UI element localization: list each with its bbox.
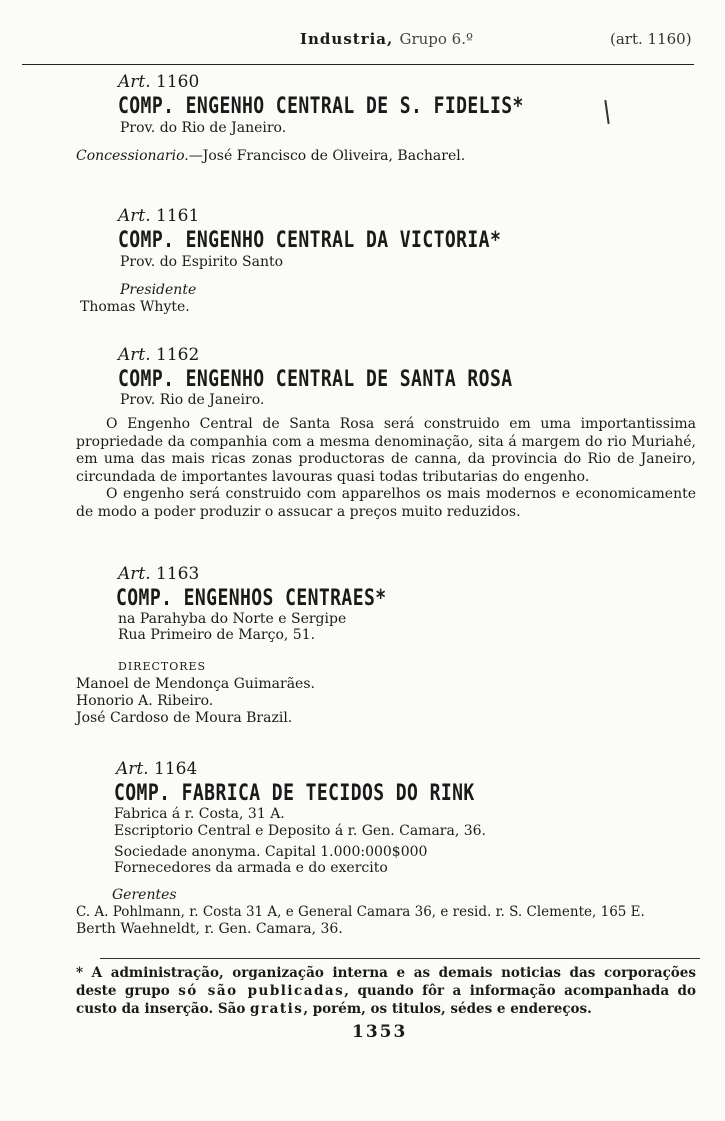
person: —José Francisco de Oliveira, Bacharel.: [188, 148, 466, 164]
entry-1164-line: Escriptorio Central e Deposito á r. Gen. Camara, 36.: [114, 823, 487, 839]
footnote-rule: [100, 958, 700, 959]
entry-1164-line: Fornecedores da armada e do exercito: [114, 860, 388, 876]
entry-1160-location: Prov. do Rio de Janeiro.: [120, 120, 287, 136]
entry-1160-title: COMP. ENGENHO CENTRAL DE S. FIDELIS*: [118, 94, 524, 119]
art-number: 1163: [156, 564, 200, 584]
entry-1162-title: COMP. ENGENHO CENTRAL DE SANTA ROSA: [118, 367, 513, 392]
entry-1163-title: COMP. ENGENHOS CENTRAES*: [116, 586, 387, 611]
running-head-ref: (art. 1160): [610, 30, 692, 48]
footnote-text: , porém, os titulos, sédes e endereços.: [303, 1001, 592, 1017]
art-number: 1160: [156, 72, 200, 92]
art-label: Art.: [118, 345, 151, 365]
paragraph: O engenho será construido com apparelhos os mais modernos e economicamente de modo a poder produzir o assucar a preços muito reduzidos.: [76, 486, 696, 520]
entry-1160-people: [76, 148, 465, 165]
running-head-title: Industria,: [300, 30, 394, 48]
entry-1163-person: Honorio A. Ribeiro.: [76, 693, 214, 709]
art-number: 1162: [156, 345, 200, 365]
entry-1164-art: [116, 759, 197, 779]
footnote-emphasis: só são publicadas: [178, 983, 345, 999]
entry-1162-description: [76, 416, 696, 521]
page-number: 1353: [352, 1022, 408, 1042]
header-rule: [22, 64, 694, 65]
footnote-text: , quando fôr a informação acompanhada do custo da inserção. São: [76, 983, 697, 1017]
art-label: Art.: [118, 72, 151, 92]
entry-1164-line: Fabrica á r. Costa, 31 A.: [114, 806, 285, 822]
entry-1164-person: Berth Waehneldt, r. Gen. Camara, 36.: [76, 921, 343, 937]
art-label: Art.: [118, 206, 151, 226]
entry-1163-role: DIRECTORES: [118, 660, 207, 673]
running-head-group: Grupo 6.º: [399, 30, 474, 48]
entry-1163-person: José Cardoso de Moura Brazil.: [76, 710, 293, 726]
entry-1162-location: Prov. Rio de Janeiro.: [120, 392, 265, 408]
entry-1162-art: [118, 345, 199, 365]
entry-1164-title: COMP. FABRICA DE TECIDOS DO RINK: [114, 781, 475, 806]
entry-1163-line: na Parahyba do Norte e Sergipe: [118, 611, 347, 627]
entry-1161-role: Presidente: [120, 282, 197, 298]
entry-1161-person: Thomas Whyte.: [80, 299, 190, 315]
art-label: Art.: [116, 759, 149, 779]
entry-1161-art: [118, 206, 199, 226]
margin-mark: [604, 100, 609, 124]
art-label: Art.: [118, 564, 151, 584]
entry-1164-role: Gerentes: [112, 887, 177, 903]
running-head: [300, 30, 473, 48]
entry-1163-address: Rua Primeiro de Março, 51.: [118, 627, 316, 643]
art-number: 1161: [156, 206, 200, 226]
footnote: [76, 964, 696, 1018]
entry-1161-location: Prov. do Espirito Santo: [120, 254, 284, 270]
role-label: Concessionario.: [76, 148, 189, 164]
art-number: 1164: [154, 759, 198, 779]
footnote-emphasis: gratis: [250, 1001, 304, 1017]
footnote-text: * A administração, organização interna e as demais noticias das corporações deste grupo: [76, 965, 696, 999]
entry-1161-title: COMP. ENGENHO CENTRAL DA VICTORIA*: [118, 228, 502, 253]
entry-1164-person: C. A. Pohlmann, r. Costa 31 A, e General Camara 36, e resid. r. S. Clemente, 165 E.: [76, 904, 645, 920]
entry-1163-art: [118, 564, 199, 584]
entry-1160-art: [118, 72, 199, 92]
entry-1163-person: Manoel de Mendonça Guimarães.: [76, 676, 315, 692]
entry-1164-line: Sociedade anonyma. Capital 1.000:000$000: [114, 844, 428, 860]
paragraph: O Engenho Central de Santa Rosa será construido em uma importantissima propriedade da companhia com a mesma denominação, sita á margem do rio Muriahé, em uma das mais ricas zonas productoras de canna, da provincia do Rio de Janeiro, circundada de importantes lavouras quasi todas tributarias do engenho.: [76, 416, 696, 485]
